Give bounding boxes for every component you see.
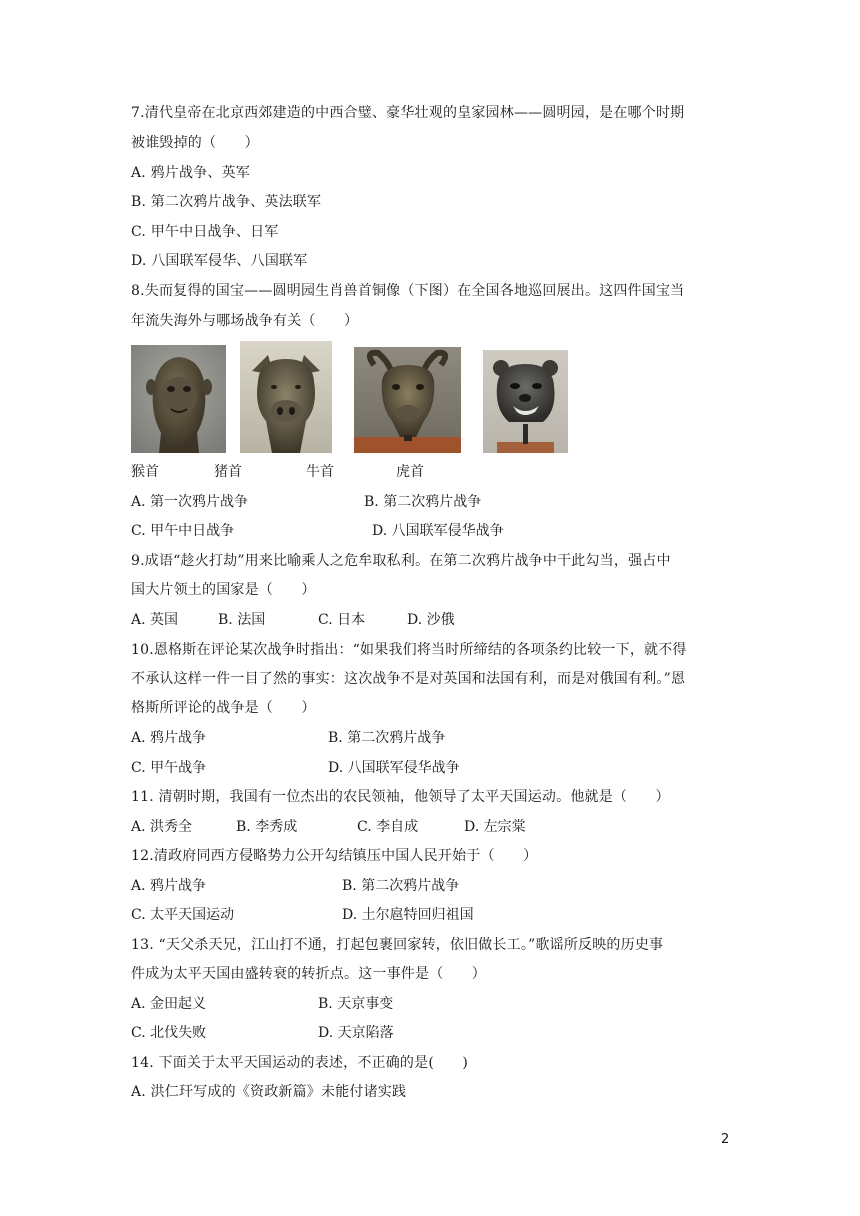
- question-10-option-a: A. 鸦片战争: [131, 730, 207, 746]
- question-12-option-d: D. 土尔扈特回归祖国: [342, 907, 474, 923]
- tiger-head-photo: [483, 350, 568, 453]
- question-10-option-d: D. 八国联军侵华战争: [328, 760, 460, 776]
- question-13-option-d: D. 天京陷落: [318, 1025, 394, 1041]
- question-8-option-c: C. 甲午中日战争: [131, 523, 235, 539]
- caption-tiger-head: 虎首: [396, 464, 424, 480]
- caption-pig-head: 猪首: [214, 464, 242, 480]
- question-9-option-b: B. 法国: [218, 612, 266, 628]
- question-13-option-b: B. 天京事变: [318, 996, 394, 1012]
- question-8-option-a: A. 第一次鸦片战争: [131, 494, 249, 510]
- ox-head-photo: [354, 347, 461, 453]
- question-9-stem-line2: 国大片领土的国家是（ ）: [131, 582, 316, 598]
- question-9-option-d: D. 沙俄: [407, 612, 455, 628]
- question-8-option-b: B. 第二次鸦片战争: [364, 494, 482, 510]
- pig-head-photo: [240, 341, 332, 453]
- question-7-stem-line2: 被谁毁掉的（ ）: [131, 135, 259, 151]
- question-7-option-d: D. 八国联军侵华、八国联军: [131, 253, 308, 269]
- question-14-option-a: A. 洪仁玕写成的《资政新篇》未能付诸实践: [131, 1084, 407, 1100]
- question-11-option-c: C. 李自成: [357, 819, 419, 835]
- page-number: 2: [721, 1132, 730, 1147]
- question-11-stem-line1: 11. 清朝时期，我国有一位杰出的农民领袖，他领导了太平天国运动。他就是（ ）: [131, 789, 670, 805]
- monkey-head-photo: [131, 345, 226, 453]
- question-14-stem-line1: 14. 下面关于太平天国运动的表述，不正确的是( ): [131, 1055, 469, 1071]
- question-12-option-c: C. 太平天国运动: [131, 907, 235, 923]
- question-7-stem-line1: 7.清代皇帝在北京西郊建造的中西合璧、豪华壮观的皇家园林——圆明园，是在哪个时期: [131, 105, 685, 121]
- question-11-option-a: A. 洪秀全: [131, 819, 193, 835]
- question-9-option-c: C. 日本: [318, 612, 366, 628]
- question-10-option-b: B. 第二次鸦片战争: [328, 730, 446, 746]
- question-12-stem-line1: 12.清政府同西方侵略势力公开勾结镇压中国人民开始于（ ）: [131, 848, 538, 864]
- question-8-stem-line2: 年流失海外与哪场战争有关（ ）: [131, 313, 359, 329]
- question-11-option-b: B. 李秀成: [236, 819, 298, 835]
- question-7-option-a: A. 鸦片战争、英军: [131, 165, 251, 181]
- question-10-stem-line1: 10.恩格斯在评论某次战争时指出：“如果我们将当时所缔结的各项条约比较一下，就不得: [131, 642, 687, 658]
- question-7-option-c: C. 甲午中日战争、日军: [131, 224, 279, 240]
- question-10-option-c: C. 甲午战争: [131, 760, 207, 776]
- question-11-option-d: D. 左宗棠: [464, 819, 526, 835]
- question-13-stem-line1: 13. “天父杀天兄，江山打不通，打起包裹回家转，依旧做长工。”歌谣所反映的历史事: [131, 937, 664, 953]
- question-8-option-d: D. 八国联军侵华战争: [372, 523, 504, 539]
- question-13-stem-line2: 件成为太平天国由盛转衰的转折点。这一事件是（ ）: [131, 966, 486, 982]
- caption-monkey-head: 猴首: [131, 464, 159, 480]
- question-12-option-a: A. 鸦片战争: [131, 878, 207, 894]
- question-7-option-b: B. 第二次鸦片战争、英法联军: [131, 194, 322, 210]
- question-13-option-c: C. 北伐失败: [131, 1025, 207, 1041]
- question-9-option-a: A. 英国: [131, 612, 179, 628]
- question-9-stem-line1: 9.成语“趁火打劫”用来比喻乘人之危牟取私利。在第二次鸦片战争中干此勾当，强占中: [131, 553, 671, 569]
- question-8-stem-line1: 8.失而复得的国宝——圆明园生肖兽首铜像（下图）在全国各地巡回展出。这四件国宝当: [131, 283, 685, 299]
- question-12-option-b: B. 第二次鸦片战争: [342, 878, 460, 894]
- question-10-stem-line2: 不承认这样一件一目了然的事实：这次战争不是对英国和法国有利，而是对俄国有利。”恩: [131, 671, 686, 687]
- caption-ox-head: 牛首: [306, 464, 334, 480]
- question-13-option-a: A. 金田起义: [131, 996, 207, 1012]
- question-10-stem-line3: 格斯所评论的战争是（ ）: [131, 700, 316, 716]
